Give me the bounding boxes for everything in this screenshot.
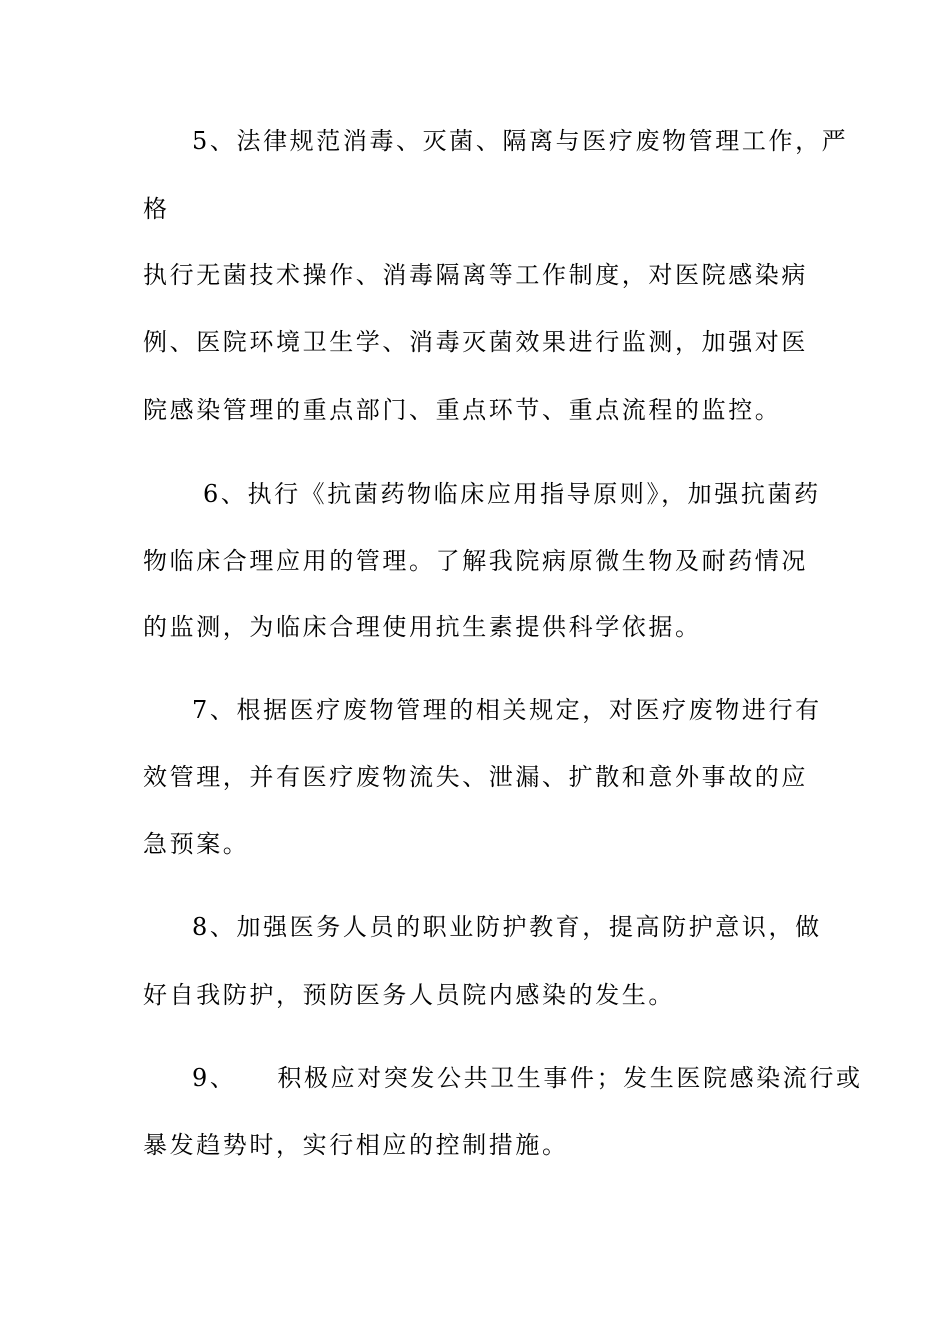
item-5-line-4: 例、医院环境卫生学、消毒灭菌效果进行监测，加强对医 (143, 328, 808, 356)
item-5-line-2: 格 (143, 195, 170, 223)
item-8-line-1: 8、加强医务人员的职业防护教育，提高防护意识，做 (192, 913, 822, 941)
item-6-line-2: 物临床合理应用的管理。了解我院病原微生物及耐药情况 (143, 547, 808, 575)
item-8-line-2: 好自我防护，预防医务人员院内感染的发生。 (143, 981, 675, 1009)
item-7-line-1: 7、根据医疗废物管理的相关规定，对医疗废物进行有 (192, 696, 822, 724)
item-5-line-1: 5、法律规范消毒、灭菌、隔离与医疗废物管理工作，严 (192, 127, 849, 155)
item-5-line-5: 院感染管理的重点部门、重点环节、重点流程的监控。 (143, 396, 782, 424)
item-9-line-1: 9、 积极应对突发公共卫生事件；发生医院感染流行或 (192, 1064, 863, 1092)
item-9-line-2: 暴发趋势时，实行相应的控制措施。 (143, 1131, 569, 1159)
item-7-line-3: 急预案。 (143, 830, 250, 858)
item-5-line-3: 执行无菌技术操作、消毒隔离等工作制度，对医院感染病 (143, 261, 808, 289)
item-7-line-2: 效管理，并有医疗废物流失、泄漏、扩散和意外事故的应 (143, 763, 808, 791)
item-6-line-1: 6、执行《抗菌药物临床应用指导原则》，加强抗菌药 (203, 480, 821, 508)
item-6-line-3: 的监测，为临床合理使用抗生素提供科学依据。 (143, 613, 702, 641)
